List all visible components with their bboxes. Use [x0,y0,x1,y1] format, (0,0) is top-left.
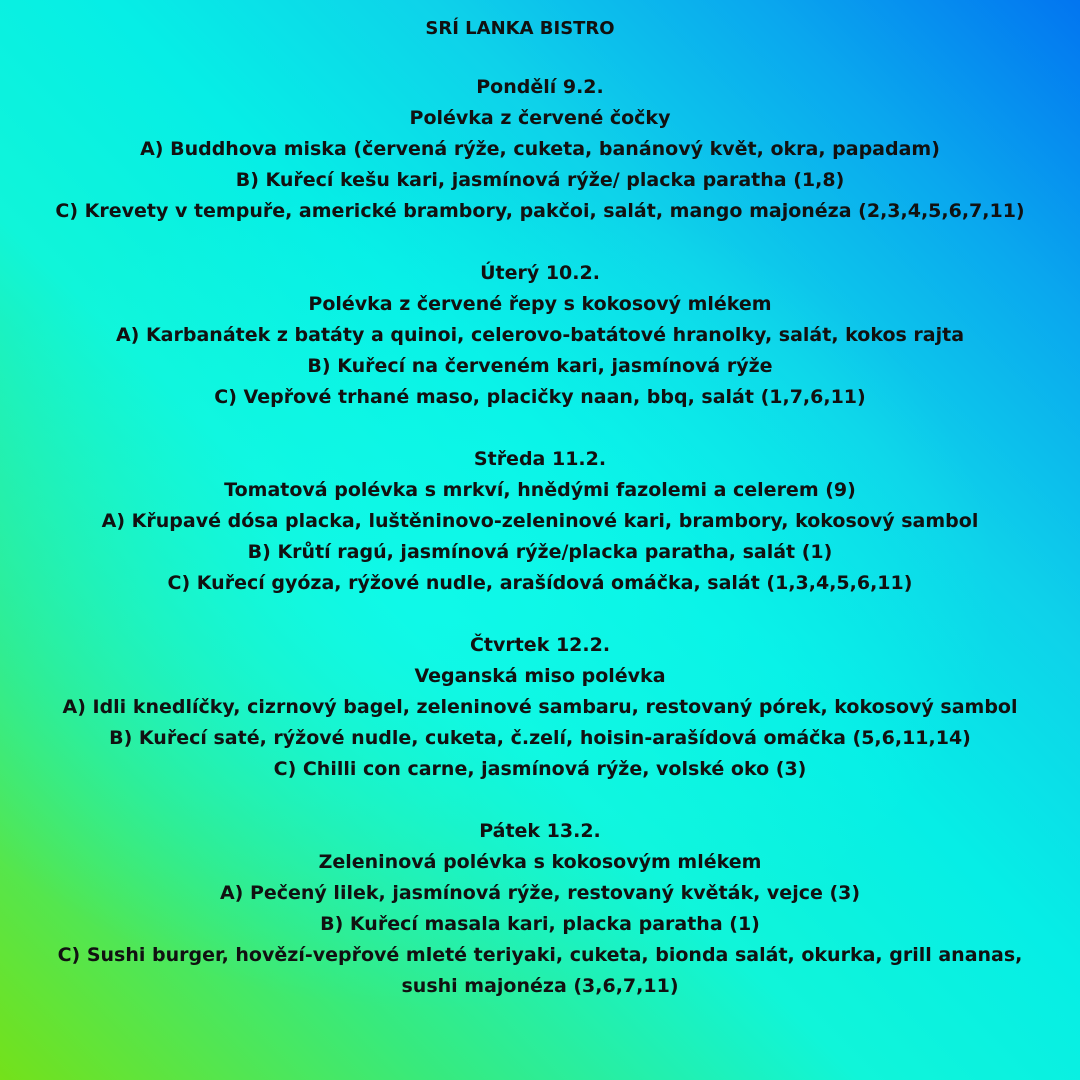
menu-item-b: B) Kuřecí kešu kari, jasmínová rýže/ placka paratha (1,8) [235,169,845,191]
day-heading: Čtvrtek 12.2. [469,634,611,656]
menu-item-b: B) Kuřecí masala kari, placka paratha (1) [320,913,760,935]
day-block-thursday [40,630,1040,785]
menu-item-a: A) Idli knedlíčky, cizrnový bagel, zeleninové sambaru, restovaný pórek, kokosový sambol [62,696,1018,718]
day-block-monday [40,72,1040,227]
weekly-menu [40,72,1040,1033]
soup-item: Zeleninová polévka s kokosovým mlékem [318,851,762,873]
menu-item-c: C) Vepřové trhané maso, placičky naan, bbq, salát (1,7,6,11) [214,386,866,408]
menu-item-a: A) Křupavé dósa placka, luštěninovo-zeleninové kari, brambory, kokosový sambol [101,510,979,532]
day-heading: Středa 11.2. [473,448,607,470]
day-heading: Pátek 13.2. [479,820,601,842]
menu-item-b: B) Krůtí ragú, jasmínová rýže/placka paratha, salát (1) [247,541,833,563]
day-heading: Pondělí 9.2. [476,76,604,98]
menu-item-c: C) Chilli con carne, jasmínová rýže, volské oko (3) [273,758,807,780]
menu-item-b: B) Kuřecí na červeném kari, jasmínová rýže [307,355,773,377]
menu-item-a: A) Buddhova miska (červená rýže, cuketa, banánový květ, okra, papadam) [140,138,940,160]
day-heading: Úterý 10.2. [480,262,600,284]
soup-item: Veganská miso polévka [414,665,666,687]
menu-item-c: C) Sushi burger, hovězí-vepřové mleté teriyaki, cuketa, bionda salát, okurka, grill ananas, sushi majonéza (3,6,7,11) [57,944,1023,997]
soup-item: Polévka z červené čočky [409,107,671,129]
menu-item-b: B) Kuřecí saté, rýžové nudle, cuketa, č.zelí, hoisin-arašídová omáčka (5,6,11,14) [109,727,971,749]
soup-item: Polévka z červené řepy s kokosový mlékem [308,293,772,315]
menu-item-a: A) Pečený lilek, jasmínová rýže, restovaný květák, vejce (3) [219,882,861,904]
menu-item-c: C) Kuřecí gyóza, rýžové nudle, arašídová omáčka, salát (1,3,4,5,6,11) [167,572,913,594]
day-block-tuesday [40,258,1040,413]
day-block-wednesday [40,444,1040,599]
day-block-friday [40,816,1040,1002]
soup-item: Tomatová polévka s mrkví, hnědými fazolemi a celerem (9) [224,479,856,501]
menu-item-c: C) Krevety v tempuře, americké brambory, pakčoi, salát, mango majonéza (2,3,4,5,6,7,11) [55,200,1025,222]
restaurant-title: SRÍ LANKA BISTRO [425,18,615,39]
menu-item-a: A) Karbanátek z batáty a quinoi, celerovo-batátové hranolky, salát, kokos rajta [115,324,965,346]
